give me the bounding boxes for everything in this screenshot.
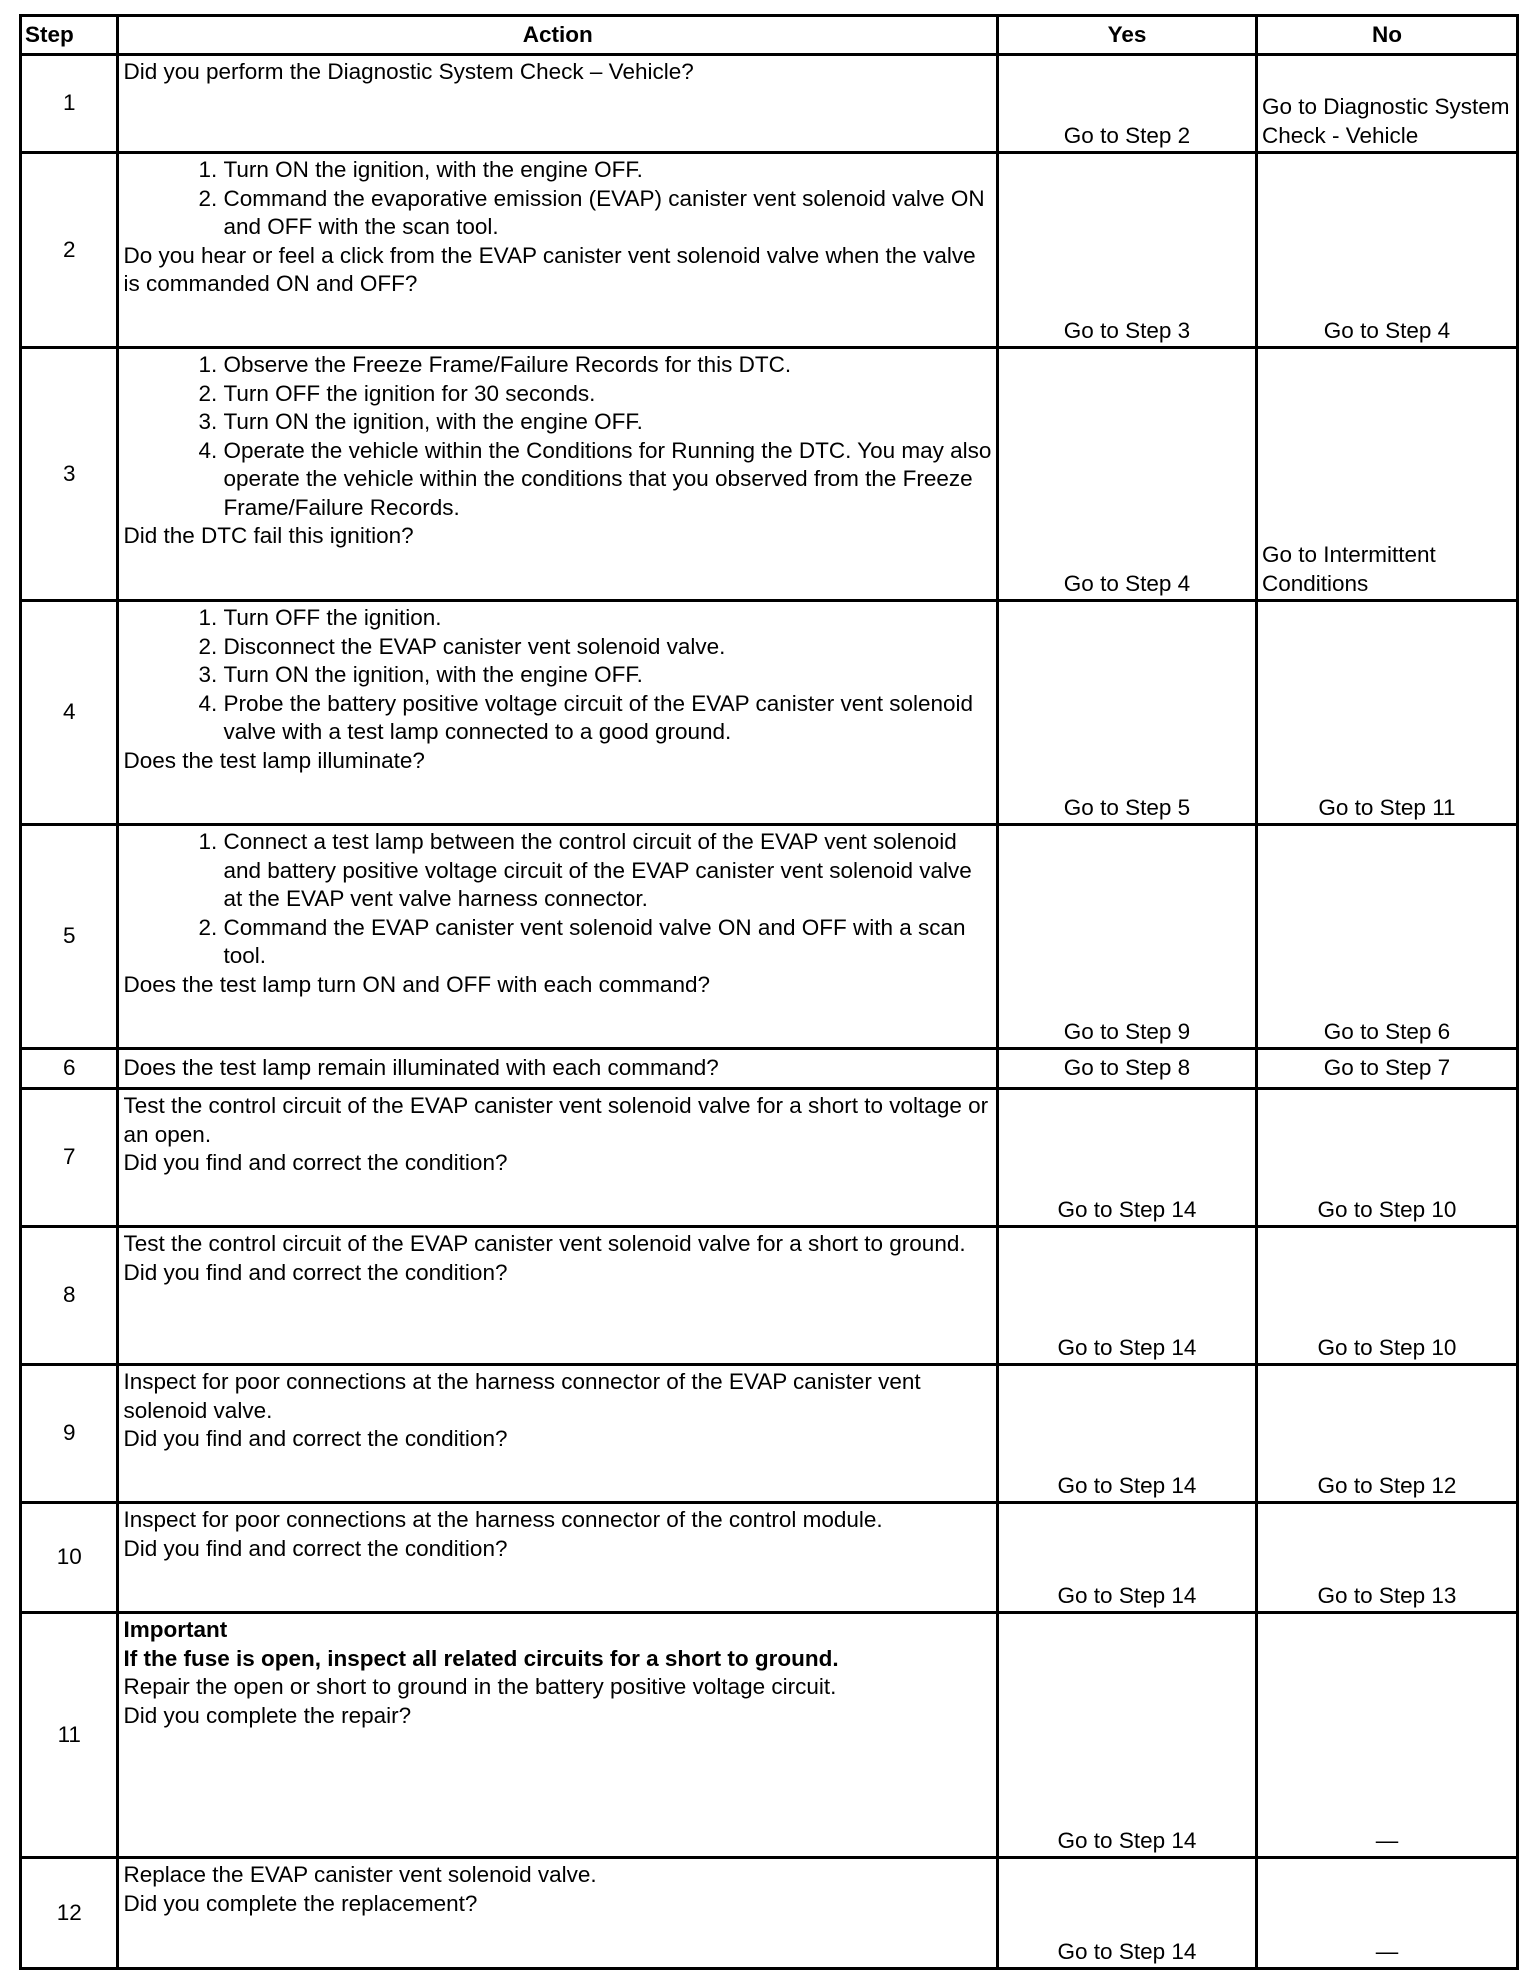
action-question: Do you hear or feel a click from the EVAP canister vent solenoid valve when the valve is commanded ON and OFF? xyxy=(123,242,976,296)
action-cell xyxy=(118,1613,998,1858)
action-question: Does the test lamp remain illuminated with each command? xyxy=(118,1049,998,1089)
list-item: 1. Connect a test lamp between the control circuit of the EVAP vent solenoid and battery positive voltage circuit of the EVAP canister vent solenoid valve at the EVAP vent valve harness connector. xyxy=(223,828,992,914)
no-cell: Go to Step 6 xyxy=(1256,825,1517,1049)
yes-cell: Go to Step 14 xyxy=(997,1227,1256,1365)
yes-cell: Go to Step 14 xyxy=(997,1365,1256,1503)
no-cell: Go to Diagnostic System Check - Vehicle xyxy=(1256,55,1517,153)
header-step: Step xyxy=(21,16,118,55)
header-action: Action xyxy=(118,16,998,55)
list-item: 1. Observe the Freeze Frame/Failure Records for this DTC. xyxy=(223,351,992,380)
step-number: 2 xyxy=(21,153,118,348)
step-number: 12 xyxy=(21,1858,118,1969)
action-steps xyxy=(123,351,992,522)
list-item: 2. Disconnect the EVAP canister vent solenoid valve. xyxy=(223,633,992,662)
action-question: Did you find and correct the condition? xyxy=(123,1259,508,1285)
action-text: Replace the EVAP canister vent solenoid valve. xyxy=(123,1862,597,1887)
table-row xyxy=(21,1503,1518,1613)
action-text: Test the control circuit of the EVAP canister vent solenoid valve for a short to voltage or an open. xyxy=(123,1093,989,1147)
table-row xyxy=(21,1227,1518,1365)
action-text: Repair the open or short to ground in the battery positive voltage circuit. xyxy=(123,1674,837,1699)
list-item: 3. Turn ON the ignition, with the engine OFF. xyxy=(223,661,992,690)
yes-cell: Go to Step 5 xyxy=(997,601,1256,825)
no-cell: Go to Step 13 xyxy=(1256,1503,1517,1613)
action-question: Did you complete the replacement? xyxy=(123,1890,478,1916)
table-row xyxy=(21,1613,1518,1858)
no-cell: Go to Step 10 xyxy=(1256,1227,1517,1365)
table-row xyxy=(21,153,1518,348)
yes-cell: Go to Step 14 xyxy=(997,1503,1256,1613)
list-item: 1. Turn OFF the ignition. xyxy=(223,604,992,633)
table-row xyxy=(21,1089,1518,1227)
step-number: 9 xyxy=(21,1365,118,1503)
step-number: 4 xyxy=(21,601,118,825)
action-cell xyxy=(118,1089,998,1227)
action-question: Did you find and correct the condition? xyxy=(123,1426,508,1451)
action-cell xyxy=(118,348,998,601)
yes-cell: Go to Step 2 xyxy=(997,55,1256,153)
table-row xyxy=(21,348,1518,601)
action-question: Did the DTC fail this ignition? xyxy=(123,523,414,548)
header-yes: Yes xyxy=(997,16,1256,55)
step-number: 11 xyxy=(21,1613,118,1858)
action-question: Does the test lamp illuminate? xyxy=(123,747,425,773)
list-item: 4. Probe the battery positive voltage circuit of the EVAP canister vent solenoid valve with a test lamp connected to a good ground. xyxy=(223,690,992,747)
action-question: Did you find and correct the condition? xyxy=(123,1535,508,1561)
step-number: 1 xyxy=(21,55,118,153)
action-cell xyxy=(118,825,998,1049)
diagnostic-table xyxy=(19,14,1519,1970)
action-text: Inspect for poor connections at the harness connector of the EVAP canister vent solenoid valve. xyxy=(123,1369,921,1423)
step-number: 10 xyxy=(21,1503,118,1613)
yes-cell: Go to Step 8 xyxy=(997,1049,1256,1089)
table-row xyxy=(21,825,1518,1049)
step-number: 6 xyxy=(21,1049,118,1089)
table-row xyxy=(21,1049,1518,1089)
yes-cell: Go to Step 14 xyxy=(997,1089,1256,1227)
no-cell: Go to Step 7 xyxy=(1256,1049,1517,1089)
step-number: 7 xyxy=(21,1089,118,1227)
action-cell xyxy=(118,55,998,153)
action-question: Did you find and correct the condition? xyxy=(123,1150,508,1175)
action-text: Inspect for poor connections at the harness connector of the control module. xyxy=(123,1507,883,1532)
header-no: No xyxy=(1256,16,1517,55)
important-text: If the fuse is open, inspect all related circuits for a short to ground. xyxy=(123,1645,839,1671)
step-number: 3 xyxy=(21,348,118,601)
list-item: 1. Turn ON the ignition, with the engine OFF. xyxy=(223,156,992,185)
table-row xyxy=(21,1858,1518,1969)
action-steps xyxy=(123,156,992,242)
yes-cell: Go to Step 14 xyxy=(997,1613,1256,1858)
action-text: Test the control circuit of the EVAP canister vent solenoid valve for a short to ground. xyxy=(123,1231,966,1256)
list-item: 3. Turn ON the ignition, with the engine OFF. xyxy=(223,408,992,437)
step-number: 8 xyxy=(21,1227,118,1365)
action-cell xyxy=(118,1858,998,1969)
list-item: 2. Command the EVAP canister vent solenoid valve ON and OFF with a scan tool. xyxy=(223,914,992,971)
table-row xyxy=(21,1365,1518,1503)
no-cell: Go to Step 12 xyxy=(1256,1365,1517,1503)
yes-cell: Go to Step 14 xyxy=(997,1858,1256,1969)
no-cell: Go to Step 11 xyxy=(1256,601,1517,825)
header-row xyxy=(21,16,1518,55)
list-item: 4. Operate the vehicle within the Conditions for Running the DTC. You may also operate the vehicle within the conditions that you observed from the Freeze Frame/Failure Records. xyxy=(223,437,992,523)
step-number: 5 xyxy=(21,825,118,1049)
yes-cell: Go to Step 3 xyxy=(997,153,1256,348)
list-item: 2. Command the evaporative emission (EVAP) canister vent solenoid valve ON and OFF with the scan tool. xyxy=(223,185,992,242)
table-row xyxy=(21,601,1518,825)
no-cell: Go to Step 4 xyxy=(1256,153,1517,348)
action-question: Did you complete the repair? xyxy=(123,1702,412,1728)
important-label: Important xyxy=(123,1617,228,1642)
action-steps xyxy=(123,604,992,747)
action-cell xyxy=(118,601,998,825)
yes-cell: Go to Step 4 xyxy=(997,348,1256,601)
action-cell xyxy=(118,153,998,348)
no-cell: Go to Intermittent Conditions xyxy=(1256,348,1517,601)
action-cell xyxy=(118,1503,998,1613)
action-question: Did you perform the Diagnostic System Check – Vehicle? xyxy=(123,59,694,84)
action-cell xyxy=(118,1365,998,1503)
no-cell: — xyxy=(1256,1858,1517,1969)
no-cell: — xyxy=(1256,1613,1517,1858)
no-cell: Go to Step 10 xyxy=(1256,1089,1517,1227)
action-cell xyxy=(118,1227,998,1365)
table-row xyxy=(21,55,1518,153)
list-item: 2. Turn OFF the ignition for 30 seconds. xyxy=(223,380,992,409)
yes-cell: Go to Step 9 xyxy=(997,825,1256,1049)
action-question: Does the test lamp turn ON and OFF with each command? xyxy=(123,971,710,997)
action-steps xyxy=(123,828,992,971)
